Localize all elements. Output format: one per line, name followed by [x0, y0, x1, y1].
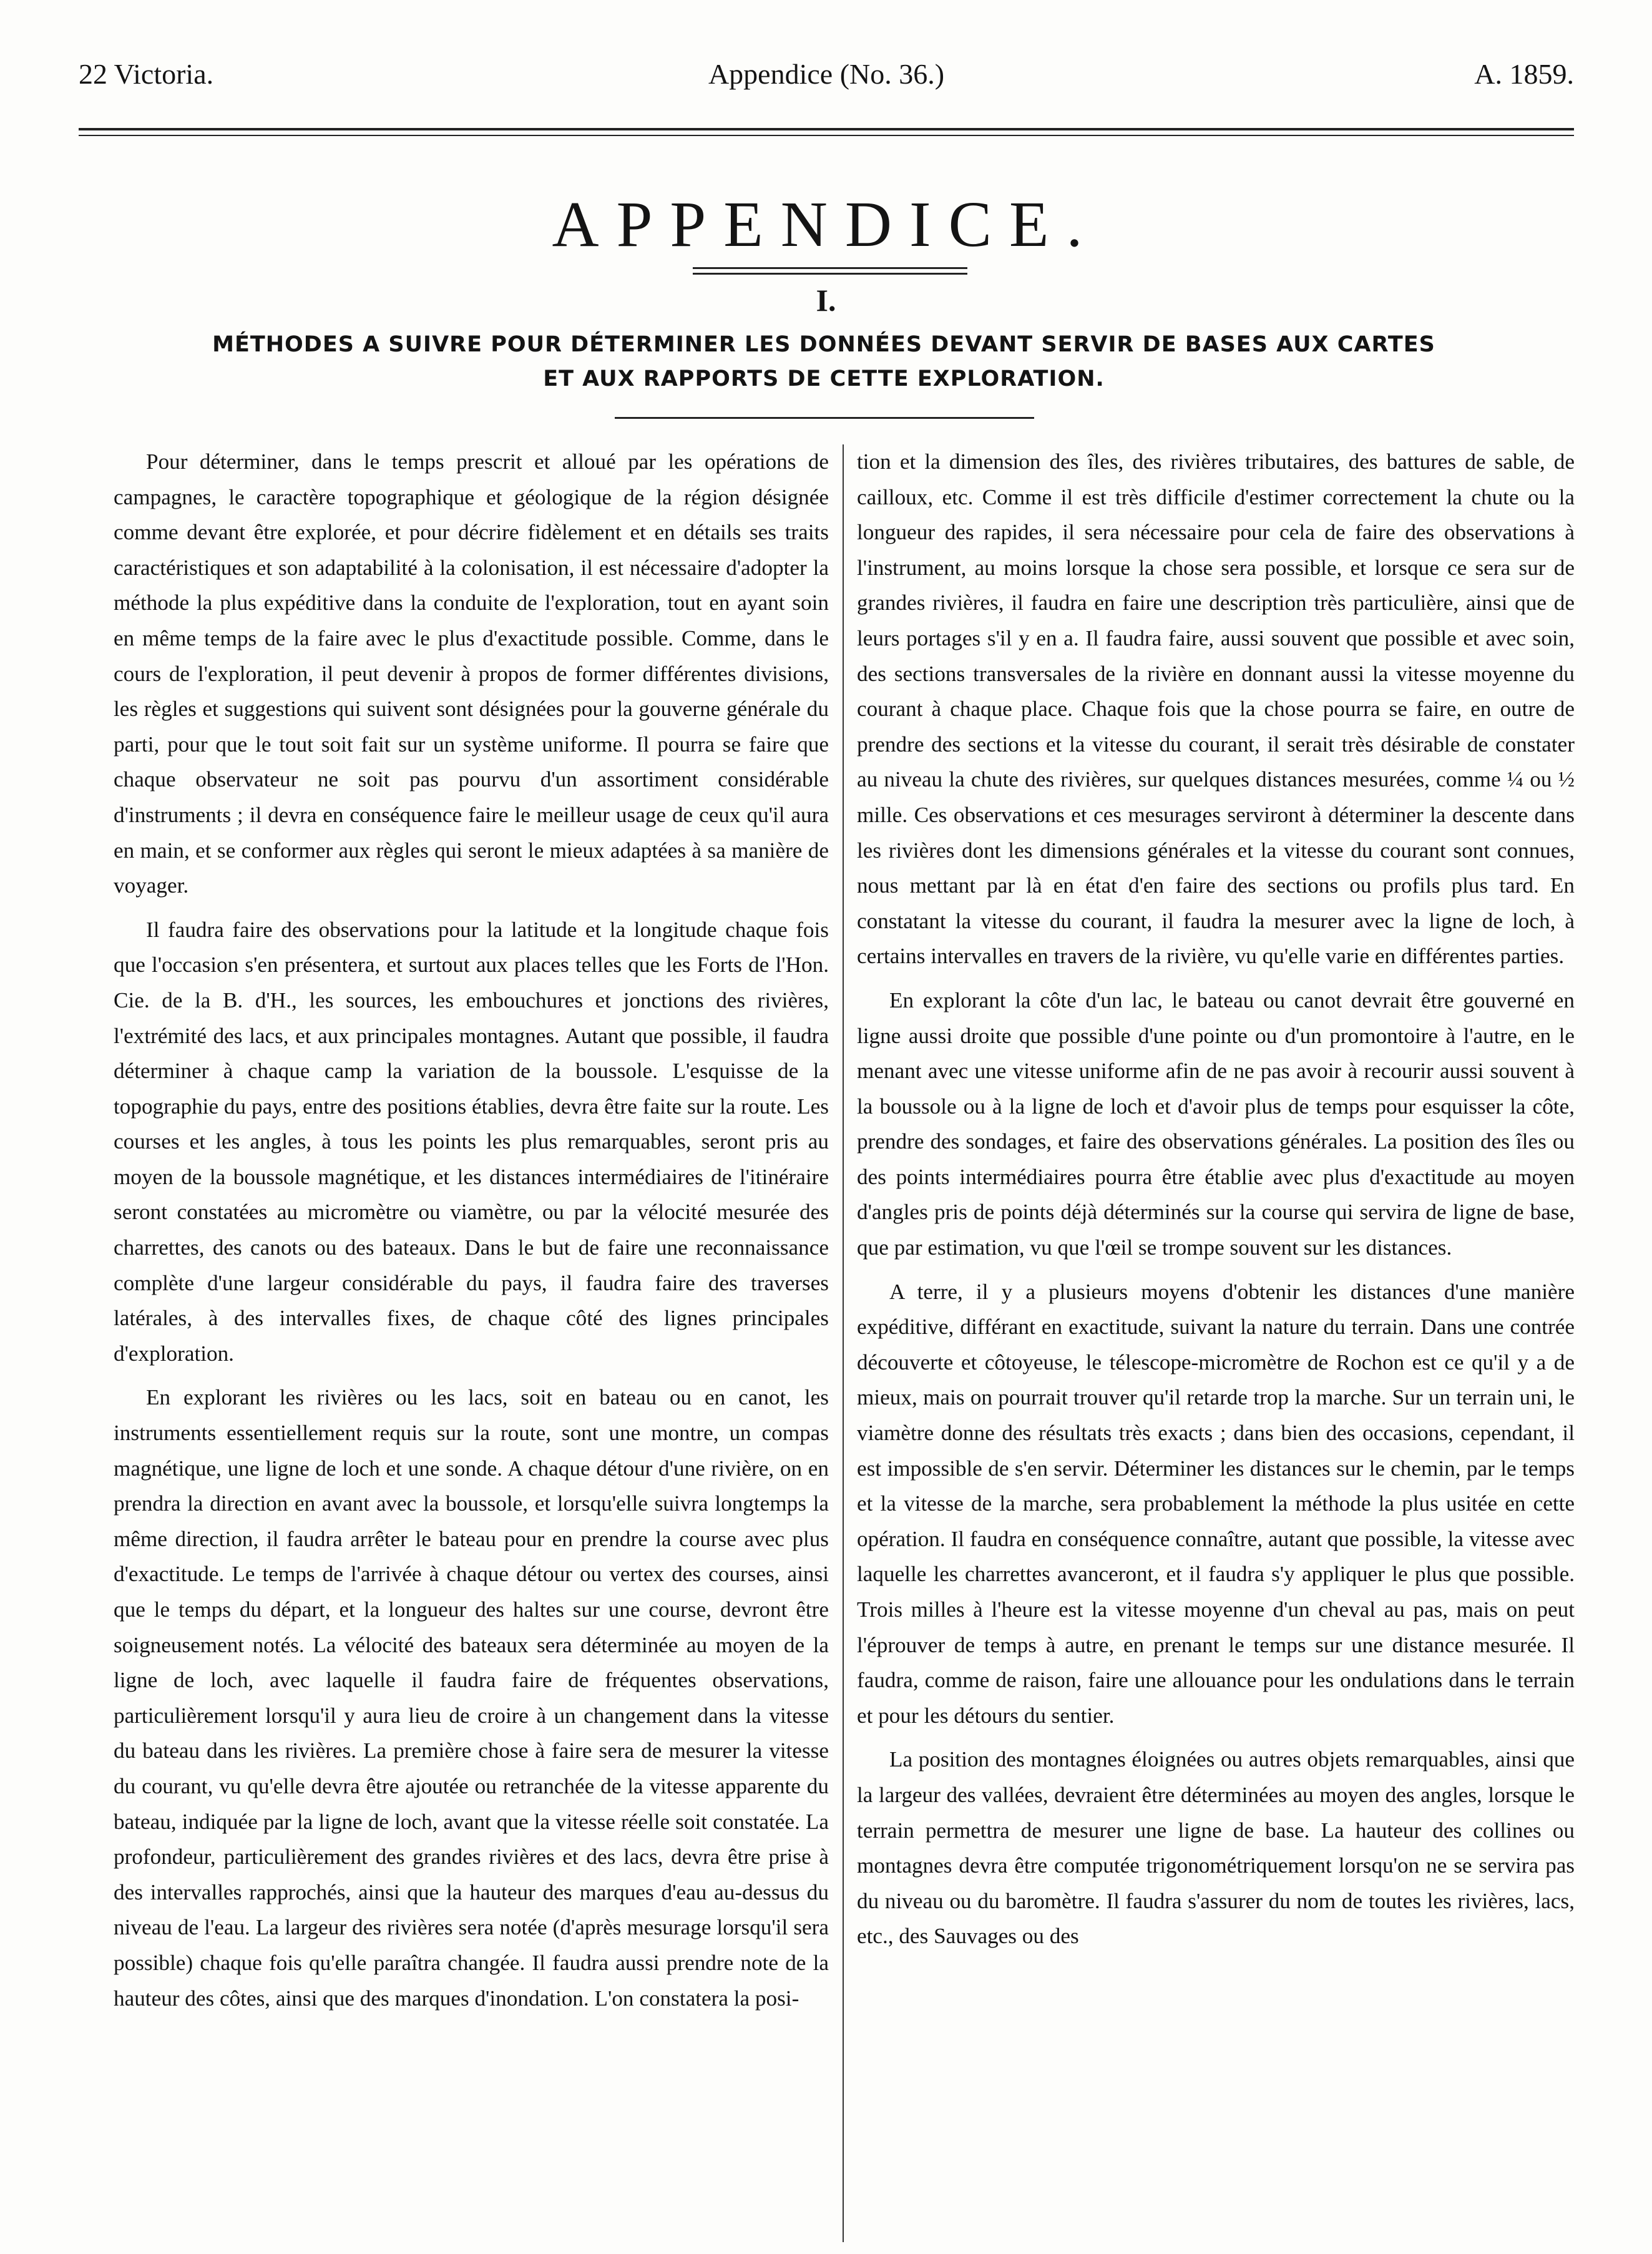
section-title-line-1: MÉTHODES A SUIVRE POUR DÉTERMINER LES DONNÉES DEVANT SERVIR DE BASES AUX CARTES [212, 332, 1435, 357]
paragraph: A terre, il y a plusieurs moyens d'obtenir les distances d'une manière expéditive, différant en exactitude, suivant la nature du terrain. Dans une contrée découverte et côtoyeuse, le télescope-micromètre de Rochon est ce qu'il y a de mieux, mais on pourrait trouver qu'il retarde trop la marche. Sur un terrain uni, le viamètre donne des résultats très exacts ; dans bien des occasions, cependant, il est impossible de s'en servir. Déterminer les distances sur le chemin, par le temps et la vitesse de la marche, sera probablement la méthode la plus usitée en cette opération. Il faudra en conséquence connaître, autant que possible, la vitesse avec laquelle les charrettes avanceront, et il faudra s'y appliquer le plus que possible. Trois milles à l'heure est la vitesse moyenne d'un cheval au pas, mais on peut l'éprouver de temps à autre, en prenant le temps sur une distance mesurée. Il faudra, comme de raison, faire une allouance pour les ondulations dans le terrain et pour les détours du sentier. [857, 1279, 1575, 1728]
column-divider [843, 444, 844, 2242]
paragraph: La position des montagnes éloignées ou autres objets remarquables, ainsi que la largeur des vallées, devraient être déterminées au moyen des angles, lorsque le terrain permettra de mesurer une ligne de base. La hauteur des collines ou montagnes devra être computée trigonométriquement lorsqu'on ne se servira pas du niveau ou du baromètre. Il faudra s'assurer du nom de toutes les rivières, lacs, etc., des Sauvages ou des [857, 1747, 1575, 1949]
header-rule-thick [79, 128, 1574, 130]
header-rule-thin [79, 135, 1574, 136]
paragraph: En explorant la côte d'un lac, le bateau ou canot devrait être gouverné en ligne aussi droite que possible d'une pointe ou d'un promontoire à l'autre, en le menant avec une vitesse uniforme afin de ne pas avoir à recourir aussi souvent à la boussole ou à la ligne de loch et d'avoir plus de temps pour esquisser la côte, prendre des sondages, et faire des observations générales. La position des îles ou des points intermédiaires pourra être établie avec plus d'exactitude au moyen d'angles pris de points déjà déterminés sur la course qui servira de ligne de base, que par estimation, vu que l'œil se trompe souvent sur les distances. [857, 987, 1575, 1260]
paragraph-continued: tion et la dimension des îles, des rivières tributaires, des battures de sable, de cailloux, etc. Comme il est très difficile d'estimer correctement la chute ou la longueur des rapides, il sera nécessaire pour cela de faire des observations à l'instrument, au moins lorsque la chose sera possible, et lorsque ce sera sur de grandes rivières, il faudra en faire une description très particulière, ainsi que de leurs portages s'il y en a. Il faudra faire, aussi souvent que possible et avec soin, des sections transversales de la rivière en donnant aussi la vitesse moyenne du courant à chaque place. Chaque fois que la chose pourra se faire, en outre de prendre des sections et la vitesse du courant, il serait très désirable de constater au niveau la chute des rivières, sur quelques distances mesurées, comme ¼ ou ½ mille. Ces observations et ces mesurages serviront à déterminer la descente dans les rivières dont les dimensions générales et la vitesse du courant sont connues, nous mettant par là en état d'en faire des sections ou profils plus tard. En constatant la vitesse du courant, il faudra la mesurer avec la ligne de loch, à certains intervalles en travers de la rivière, vu qu'elle varie en différentes parties. [857, 449, 1575, 969]
section-title-line-2: ET AUX RAPPORTS DE CETTE EXPLORATION. [543, 366, 1105, 391]
right-column [857, 444, 1575, 2245]
section-rule [615, 417, 1034, 419]
title-rule-bottom [693, 273, 967, 275]
paragraph: Il faudra faire des observations pour la latitude et la longitude chaque fois que l'occasion s'en présentera, et surtout aux places telles que les Forts de l'Hon. Cie. de la B. d'H., les sources, les embouchures et jonctions des rivières, l'extrémité des lacs, et aux principales montagnes. Autant que possible, il faudra déterminer à chaque camp la variation de la boussole. L'esquisse de la topographie du pays, entre des positions établies, devra être faite sur la route. Les courses et les angles, à tous les points les plus remarquables, seront pris au moyen de la boussole magnétique, et les distances intermédiaires de l'itinéraire seront constatées au micromètre ou viamètre, ou par la vélocité mesurée des charrettes, des canots ou des bateaux. Dans le but de faire une reconnaissance complète d'une largeur considérable du pays, il faudra faire des traverses latérales, à des intervalles fixes, de chaque côté des lignes principales d'exploration. [114, 917, 829, 1366]
left-column [114, 444, 829, 2245]
section-number: I. [816, 283, 836, 318]
page-title: APPENDICE. [552, 189, 1100, 260]
paragraph: En explorant les rivières ou les lacs, soit en bateau ou en canot, les instruments essentiellement requis sur la route, sont une montre, un compas magnétique, une ligne de loch et une sonde. A chaque détour d'une rivière, on en prendra la direction en avant avec la boussole, et lorsqu'elle suivra longtemps la même direction, il faudra arrêter le bateau pour en prendre la course avec plus d'exactitude. Le temps de l'arrivée à chaque détour ou vertex des courses, ainsi que le temps du départ, et la longueur des haltes sur une course, devront être soigneusement notés. La vélocité des bateaux sera déterminée au moyen de la ligne de loch, avec laquelle il faudra faire de fréquentes observations, particulièrement lorsqu'il y aura lieu de croire à un changement dans la vitesse du bateau dans les rivières. La première chose à faire sera de mesurer la vitesse du courant, vu qu'elle devra être ajoutée ou retranchée de la vitesse apparente du bateau, indiquée par la ligne de loch, avant que la vitesse réelle soit constatée. La profondeur, particulièrement des grandes rivières et des lacs, devra être prise à des intervalles rapprochés, ainsi que la hauteur des marques d'eau au-dessus du niveau de l'eau. La largeur des rivières sera notée (d'après mesurage lorsqu'il sera possible) chaque fois qu'elle paraîtra changée. Il faudra aussi prendre note de la hauteur des côtes, ainsi que des marques d'inondation. L'on constatera la posi- [114, 1385, 829, 2011]
header-volume: 22 Victoria. [79, 58, 214, 90]
header-appendix-number: Appendice (No. 36.) [708, 58, 945, 90]
title-rule-top [693, 267, 967, 269]
running-header [79, 57, 1574, 107]
header-year: A. 1859. [1474, 58, 1574, 90]
paragraph: Pour déterminer, dans le temps prescrit et alloué par les opérations de campagnes, le caractère topographique et géologique de la région désignée comme devant être explorée, et pour décrire fidèlement et en détails ses traits caractéristiques et son adaptabilité à la colonisation, il est nécessaire d'adopter la méthode la plus expéditive dans la conduite de l'exploration, tout en ayant soin en même temps de la faire avec le plus d'exactitude possible. Comme, dans le cours de l'exploration, il peut devenir à propos de former différentes divisions, les règles et suggestions qui suivent sont désignées pour la gouverne générale du parti, pour que le tout soit fait sur un système uniforme. Il pourra se faire que chaque observateur ne soit pas pourvu d'un assortiment considérable d'instruments ; il devra en conséquence faire le meilleur usage de ceux qu'il aura en main, et se conformer aux règles qui seront le mieux adaptées à sa manière de voyager. [114, 449, 829, 898]
section-title [144, 328, 1504, 396]
